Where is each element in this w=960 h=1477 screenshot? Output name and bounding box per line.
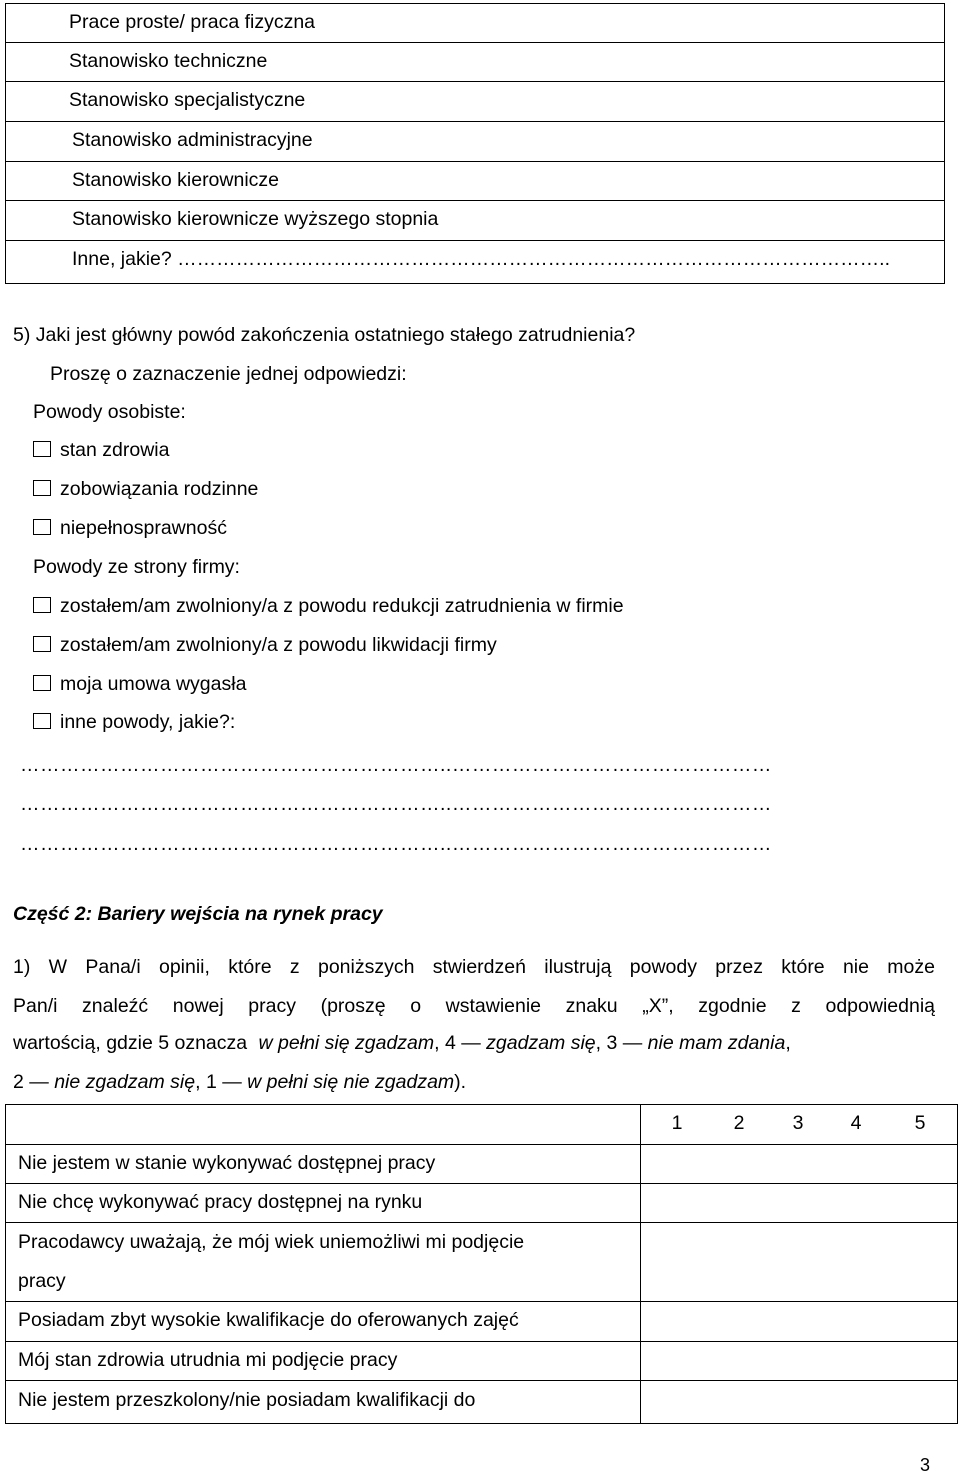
option-health[interactable] (33, 441, 169, 461)
text-span: — (29, 1071, 55, 1093)
list-item: Stanowisko administracyjne (72, 129, 313, 151)
table-border (957, 1104, 958, 1424)
text-span: — (622, 1032, 648, 1054)
option-family[interactable] (33, 480, 258, 500)
answer-line[interactable]: ………………………………………………………..………………………………………… (20, 793, 772, 815)
text-span: w pełni się nie zgadzam (247, 1071, 455, 1093)
checkbox-icon[interactable] (33, 636, 51, 652)
list-item: Stanowisko techniczne (69, 50, 268, 72)
company-reasons-header: Powody ze strony firmy: (33, 556, 240, 578)
text-span: , 4 (434, 1032, 462, 1054)
table-row[interactable] (5, 42, 945, 82)
checkbox-icon[interactable] (33, 441, 51, 457)
answer-line[interactable]: ………………………………………………………..………………………………………… (20, 754, 772, 776)
answer-line[interactable]: ………………………………………………………..………………………………………… (20, 833, 772, 855)
checkbox-icon[interactable] (33, 713, 51, 729)
text-span: , (785, 1032, 791, 1054)
option-label: stan zdrowia (60, 439, 170, 461)
question-1-text (13, 1073, 466, 1093)
checkbox-icon[interactable] (33, 480, 51, 496)
question-1-text: Pan/i znaleźć nowej pracy (proszę o wstawienie znaku „X”, zgodnie z odpowiednią (13, 995, 935, 1017)
option-other[interactable] (33, 713, 235, 733)
checkbox-icon[interactable] (33, 675, 51, 691)
table-border (5, 1301, 958, 1302)
table-row[interactable] (5, 161, 945, 201)
scale-header: 2 (733, 1112, 745, 1134)
text-span: 2 (13, 1071, 30, 1093)
table-row[interactable] (5, 240, 945, 284)
table-border (5, 1104, 958, 1105)
text-span: , 1 (195, 1071, 223, 1093)
question-1-text: 1) W Pana/i opinii, które z poniższych stwierdzeń ilustrują powody przez które nie może (13, 956, 935, 978)
option-disability[interactable] (33, 519, 227, 539)
option-label: zobowiązania rodzinne (60, 478, 259, 500)
scale-header: 5 (914, 1112, 926, 1134)
table-border (5, 1183, 958, 1184)
text-span: zgadzam się (486, 1032, 596, 1054)
list-item: Prace proste/ praca fizyczna (69, 11, 316, 33)
table-border (5, 1341, 958, 1342)
table-row[interactable] (5, 200, 945, 241)
checkbox-icon[interactable] (33, 519, 51, 535)
table-border (640, 1104, 641, 1424)
text-span: , 3 (595, 1032, 623, 1054)
statement-label: Nie jestem w stanie wykonywać dostępnej pracy (18, 1152, 436, 1174)
option-label: moja umowa wygasła (60, 673, 247, 695)
option-label: niepełnosprawność (60, 517, 227, 539)
job-position-table (5, 3, 945, 284)
scale-header: 1 (671, 1112, 683, 1134)
table-border (5, 1222, 958, 1223)
table-border (5, 1380, 958, 1381)
section-heading: Część 2: Bariery wejścia na rynek pracy (13, 903, 383, 925)
text-span: nie zgadzam się (54, 1071, 196, 1093)
statement-label: Posiadam zbyt wysokie kwalifikacje do oferowanych zajęć (18, 1309, 519, 1331)
table-row[interactable] (5, 121, 945, 162)
question-5-title: 5) Jaki jest główny powód zakończenia ostatniego stałego zatrudnienia? (13, 324, 636, 346)
statement-label: Pracodawcy uważają, że mój wiek uniemożliwi mi podjęcie (18, 1231, 525, 1253)
statement-label: Nie chcę wykonywać pracy dostępnej na rynku (18, 1191, 423, 1213)
text-span: w pełni się zgadzam (258, 1032, 435, 1054)
list-item: Stanowisko kierownicze (72, 169, 280, 191)
option-label: zostałem/am zwolniony/a z powodu redukcji zatrudnienia w firmie (60, 595, 624, 617)
text-span: nie mam zdania (647, 1032, 786, 1054)
option-label: inne powody, jakie?: (60, 711, 236, 733)
statement-label: Mój stan zdrowia utrudnia mi podjęcie pracy (18, 1349, 398, 1371)
question-1-text (13, 1034, 935, 1054)
table-border (5, 1423, 958, 1424)
table-row[interactable] (5, 81, 945, 122)
list-item: Stanowisko specjalistyczne (69, 89, 306, 111)
list-item: Inne, jakie? ……………………………………………………………………………………………….. (72, 248, 890, 270)
list-item: Stanowisko kierownicze wyższego stopnia (72, 208, 439, 230)
option-label: zostałem/am zwolniony/a z powodu likwidacji firmy (60, 634, 497, 656)
scale-header: 4 (850, 1112, 862, 1134)
option-liquidation[interactable] (33, 636, 497, 656)
statement-label: Nie jestem przeszkolony/nie posiadam kwalifikacji do (18, 1389, 476, 1411)
checkbox-icon[interactable] (33, 597, 51, 613)
page-number: 3 (920, 1455, 931, 1475)
text-span: — (222, 1071, 248, 1093)
option-contract-expired[interactable] (33, 675, 246, 695)
table-border (5, 1144, 958, 1145)
text-span: ). (454, 1071, 467, 1093)
table-border (5, 1104, 6, 1424)
personal-reasons-header: Powody osobiste: (33, 401, 186, 423)
text-span: — (461, 1032, 487, 1054)
scale-header: 3 (792, 1112, 804, 1134)
statement-label: pracy (18, 1270, 66, 1292)
question-5-instruction: Proszę o zaznaczenie jednej odpowiedzi: (50, 363, 407, 385)
option-redundancy[interactable] (33, 597, 624, 617)
table-row[interactable] (5, 3, 945, 43)
text-span: wartością, gdzie 5 oznacza (13, 1032, 253, 1054)
